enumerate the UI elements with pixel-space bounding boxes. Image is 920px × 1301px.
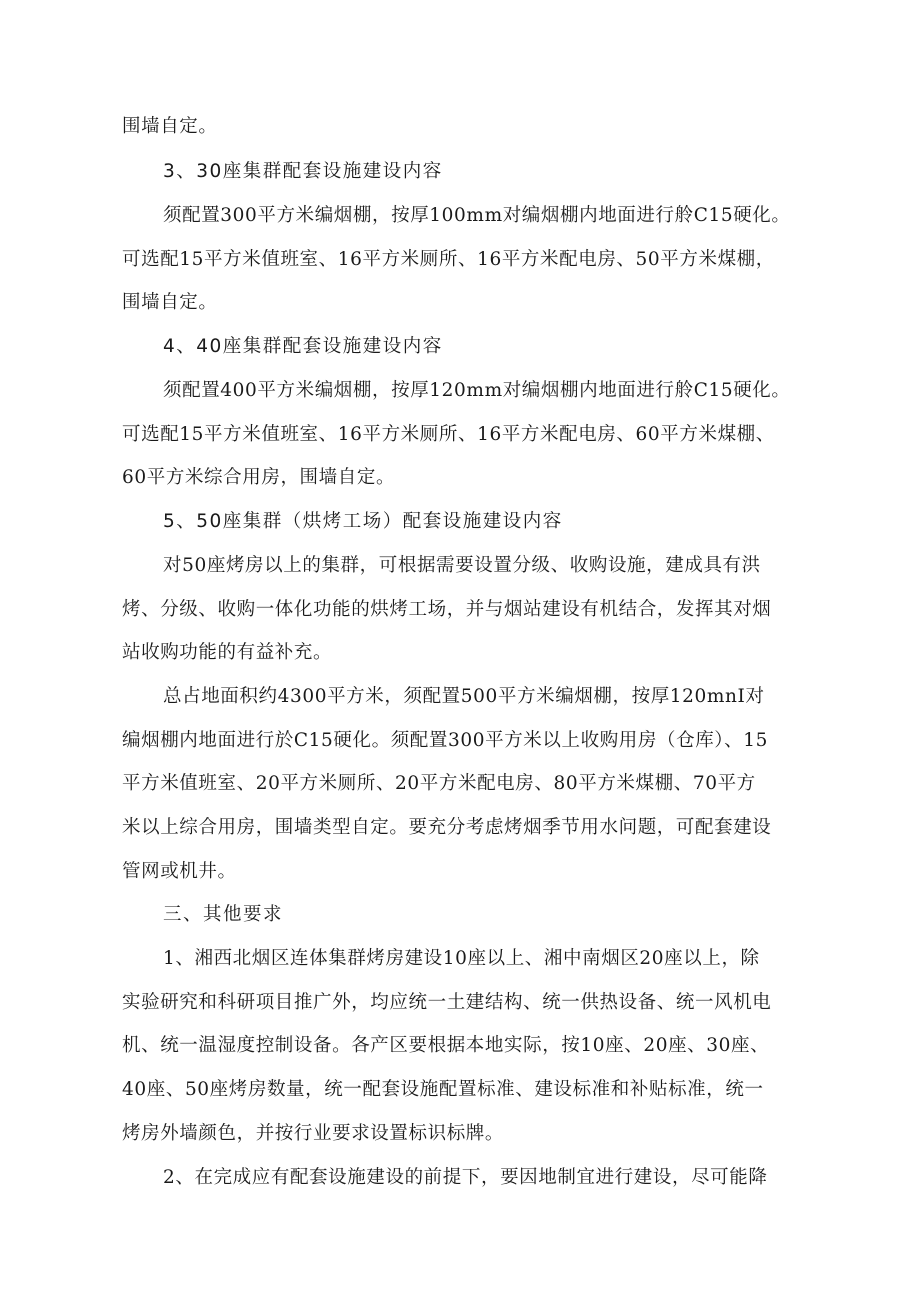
paragraph-line: 围墙自定。 xyxy=(122,292,218,313)
paragraph-line: 60平方米综合用房，围墙自定。 xyxy=(122,467,396,488)
section-heading-40: 4、40座集群配套设施建设内容 xyxy=(163,336,443,357)
paragraph-line: 编烟棚内地面进行於C15硬化。须配置300平方米以上收购用房（仓库）、15 xyxy=(122,730,768,751)
paragraph-line: 对50座烤房以上的集群，可根据需要设置分级、收购设施，建成具有洪 xyxy=(163,555,761,576)
paragraph-line: 管网或机井。 xyxy=(122,861,237,882)
paragraph-line: 可选配15平方米值班室、16平方米厕所、16平方米配电房、50平方米煤棚， xyxy=(122,249,775,270)
paragraph-line: 围墙自定。 xyxy=(122,116,218,137)
section-heading-other-requirements: 三、其他要求 xyxy=(163,904,284,925)
paragraph-line: 2、在完成应有配套设施建设的前提下，要因地制宜进行建设，尽可能降 xyxy=(163,1167,768,1188)
paragraph-line: 须配置400平方米编烟棚，按厚120mm对编烟棚内地面进行舲C15硬化。 xyxy=(163,380,791,401)
paragraph-line: 总占地面积约4300平方米，须配置500平方米编烟棚，按厚120mnI对 xyxy=(163,686,765,707)
paragraph-line: 平方米值班室、20平方米厕所、20平方米配电房、80平方米煤棚、70平方 xyxy=(122,773,756,794)
paragraph-line: 烤房外墙颜色，并按行业要求设置标识标牌。 xyxy=(122,1123,505,1144)
paragraph-line: 须配置300平方米编烟棚，按厚100mm对编烟棚内地面进行舲C15硬化。 xyxy=(163,205,791,226)
paragraph-line: 米以上综合用房，围墙类型自定。要充分考虑烤烟季节用水问题，可配套建设 xyxy=(122,817,772,838)
paragraph-line: 40座、50座烤房数量，统一配套设施配置标准、建设标准和补贴标准，统一 xyxy=(122,1079,764,1100)
paragraph-line: 可选配15平方米值班室、16平方米厕所、16平方米配电房、60平方米煤棚、 xyxy=(122,424,775,445)
paragraph-line: 1、湘西北烟区连体集群烤房建设10座以上、湘中南烟区20座以上，除 xyxy=(163,948,760,969)
paragraph-line: 站收购功能的有益补充。 xyxy=(122,642,333,663)
paragraph-line: 实验研究和科研项目推广外，均应统一土建结构、统一供热设备、统一风机电 xyxy=(122,992,772,1013)
section-heading-30: 3、30座集群配套设施建设内容 xyxy=(163,161,443,182)
paragraph-line: 烤、分级、收购一体化功能的烘烤工场，并与烟站建设有机结合，发挥其对烟 xyxy=(122,599,772,620)
section-heading-50: 5、50座集群（烘烤工场）配套设施建设内容 xyxy=(163,511,563,532)
paragraph-line: 机、统一温湿度控制设备。各产区要根据本地实际，按10座、20座、30座、 xyxy=(122,1035,770,1056)
